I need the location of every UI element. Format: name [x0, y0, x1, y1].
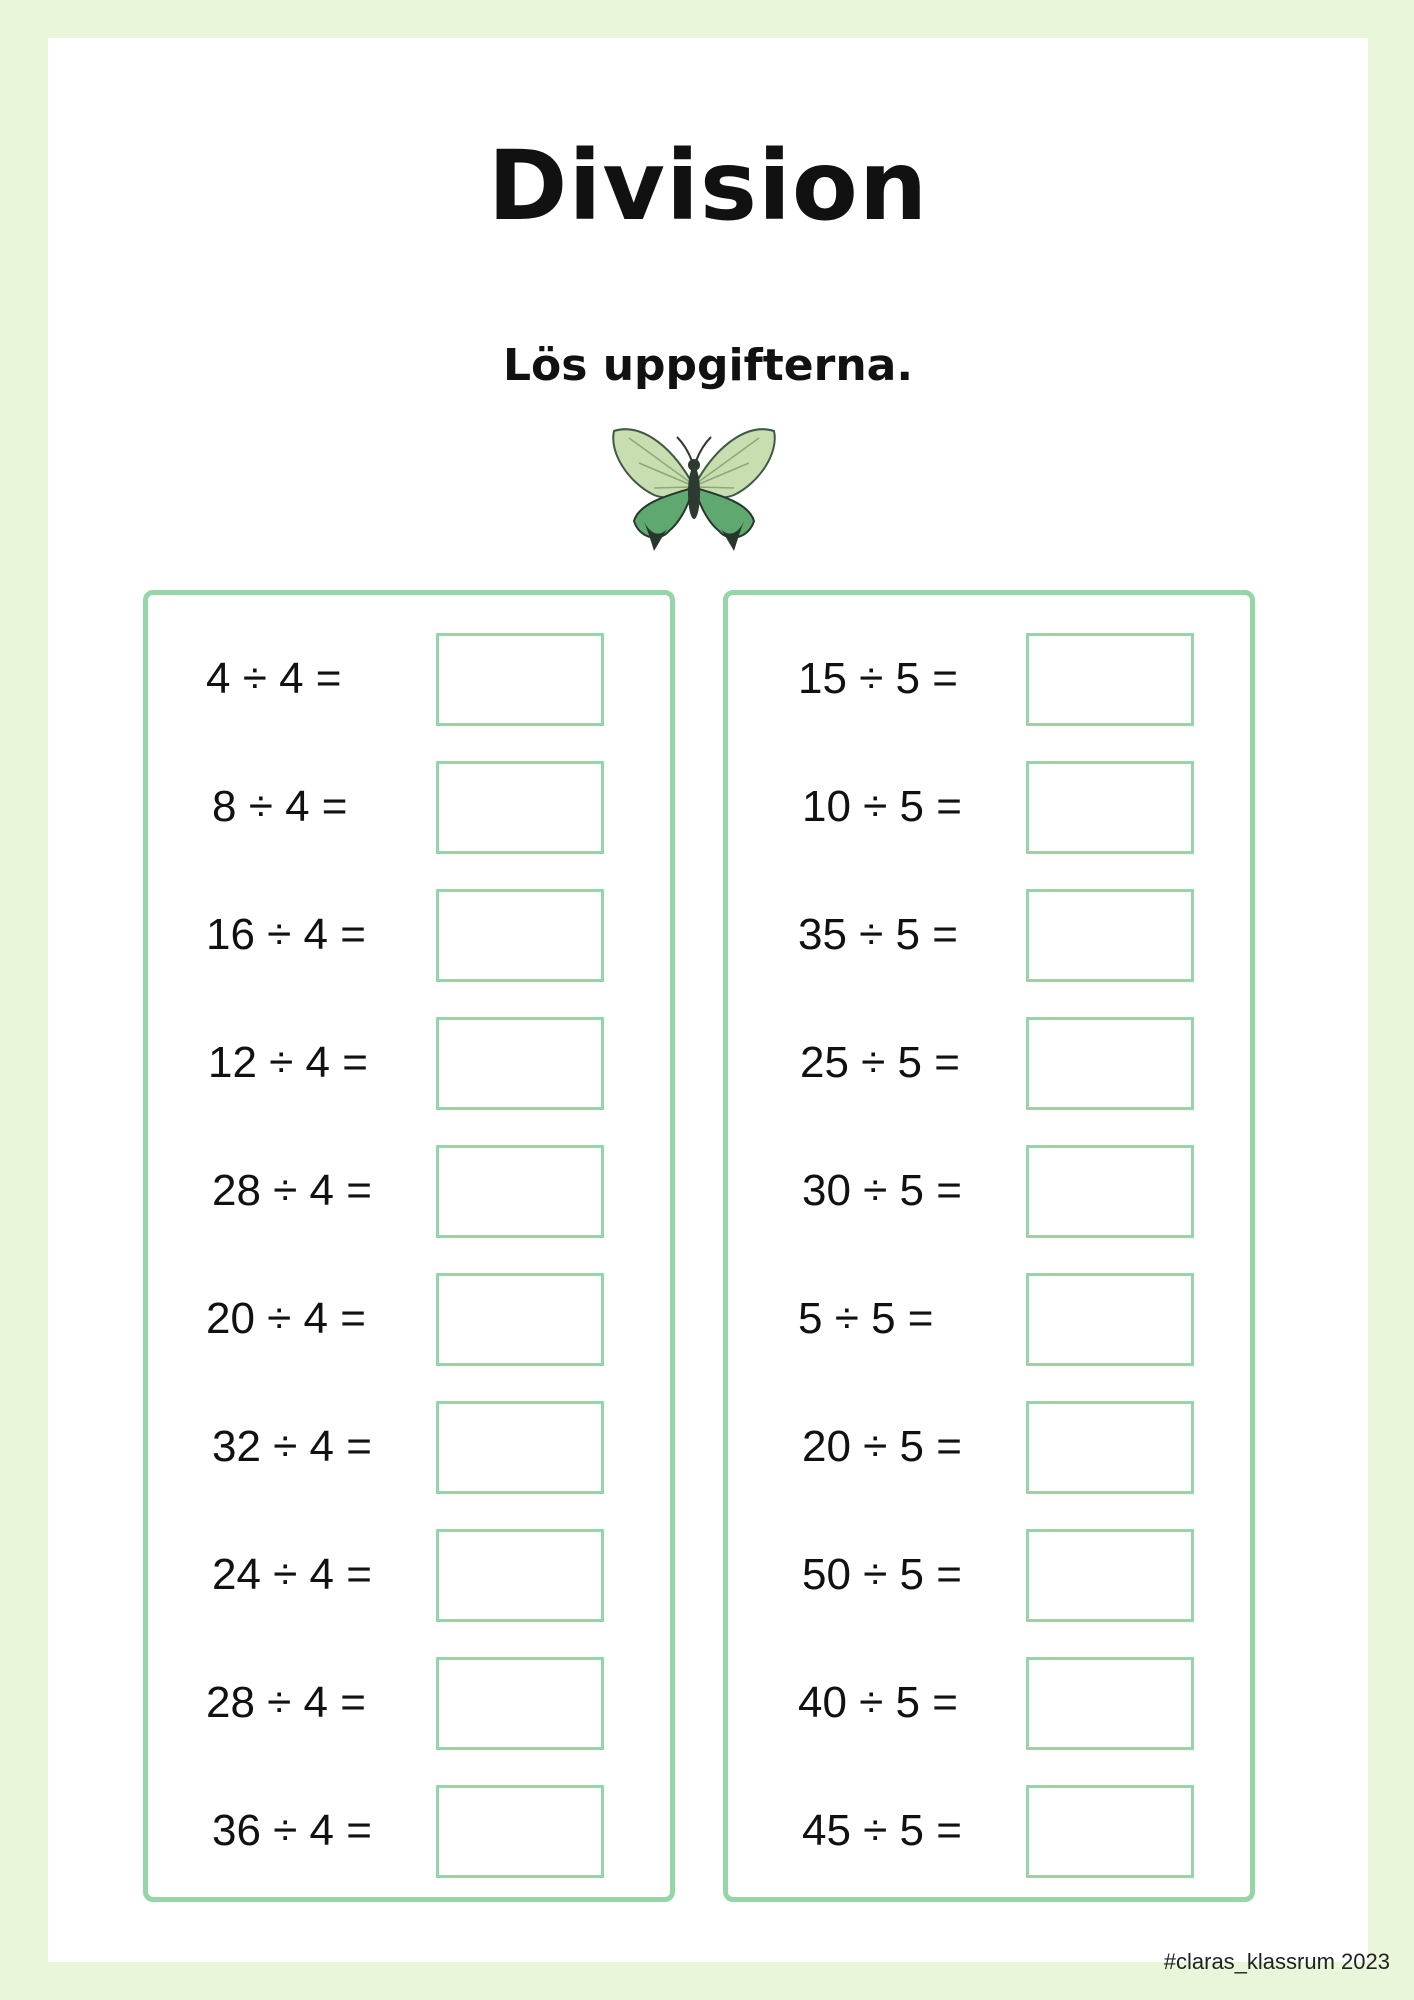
- worksheet-page: [48, 38, 1368, 1962]
- problem-row: [148, 1655, 670, 1751]
- answer-box[interactable]: [436, 1785, 604, 1878]
- problem-row: [148, 1143, 670, 1239]
- answer-box[interactable]: [436, 1017, 604, 1110]
- problem-row: [148, 887, 670, 983]
- problem-expression: 4 ÷ 4 =: [206, 654, 342, 703]
- problem-expression: 28 ÷ 4 =: [212, 1166, 372, 1215]
- problem-expression: 5 ÷ 5 =: [798, 1294, 934, 1343]
- answer-box[interactable]: [436, 1657, 604, 1750]
- problem-row: [728, 887, 1250, 983]
- problem-expression: 25 ÷ 5 =: [800, 1038, 960, 1087]
- answer-box[interactable]: [436, 1273, 604, 1366]
- problem-expression: 50 ÷ 5 =: [802, 1550, 962, 1599]
- page-title: Division: [487, 130, 929, 242]
- butterfly-icon: [609, 403, 779, 553]
- answer-box[interactable]: [1026, 1017, 1194, 1110]
- answer-box[interactable]: [436, 889, 604, 982]
- problem-expression: 40 ÷ 5 =: [798, 1678, 958, 1727]
- answer-box[interactable]: [1026, 633, 1194, 726]
- problem-expression: 45 ÷ 5 =: [802, 1806, 962, 1855]
- problem-expression: 20 ÷ 5 =: [802, 1422, 962, 1471]
- problem-row: [728, 1655, 1250, 1751]
- answer-box[interactable]: [1026, 1273, 1194, 1366]
- problem-expression: 30 ÷ 5 =: [802, 1166, 962, 1215]
- answer-box[interactable]: [1026, 1785, 1194, 1878]
- answer-box[interactable]: [436, 1401, 604, 1494]
- instruction-text: Lös uppgifterna.: [502, 340, 914, 391]
- problem-expression: 12 ÷ 4 =: [208, 1038, 368, 1087]
- problem-expression: 32 ÷ 4 =: [212, 1422, 372, 1471]
- right-problem-column: [723, 590, 1255, 1902]
- problem-row: [728, 1783, 1250, 1879]
- problem-expression: 24 ÷ 4 =: [212, 1550, 372, 1599]
- problem-row: [728, 1271, 1250, 1367]
- answer-box[interactable]: [436, 761, 604, 854]
- problem-expression: 10 ÷ 5 =: [802, 782, 962, 831]
- problem-expression: 28 ÷ 4 =: [206, 1678, 366, 1727]
- problem-expression: 36 ÷ 4 =: [212, 1806, 372, 1855]
- answer-box[interactable]: [1026, 761, 1194, 854]
- answer-box[interactable]: [1026, 1657, 1194, 1750]
- problem-row: [728, 759, 1250, 855]
- problem-expression: 8 ÷ 4 =: [212, 782, 348, 831]
- problem-expression: 20 ÷ 4 =: [206, 1294, 366, 1343]
- left-problem-column: [143, 590, 675, 1902]
- problem-expression: 15 ÷ 5 =: [798, 654, 958, 703]
- problem-row: [728, 631, 1250, 727]
- footer-credit: #claras_klassrum 2023: [1163, 1949, 1390, 1974]
- answer-box[interactable]: [1026, 1145, 1194, 1238]
- problem-row: [148, 1527, 670, 1623]
- problem-row: [148, 759, 670, 855]
- problem-row: [148, 1783, 670, 1879]
- answer-box[interactable]: [1026, 1401, 1194, 1494]
- problem-row: [148, 1271, 670, 1367]
- problem-expression: 35 ÷ 5 =: [798, 910, 958, 959]
- problem-row: [728, 1399, 1250, 1495]
- problem-expression: 16 ÷ 4 =: [206, 910, 366, 959]
- answer-box[interactable]: [1026, 889, 1194, 982]
- problem-row: [728, 1527, 1250, 1623]
- problem-row: [728, 1015, 1250, 1111]
- answer-box[interactable]: [436, 1145, 604, 1238]
- answer-box[interactable]: [1026, 1529, 1194, 1622]
- problem-row: [148, 1015, 670, 1111]
- answer-box[interactable]: [436, 1529, 604, 1622]
- problem-row: [148, 631, 670, 727]
- problem-row: [728, 1143, 1250, 1239]
- answer-box[interactable]: [436, 633, 604, 726]
- problem-row: [148, 1399, 670, 1495]
